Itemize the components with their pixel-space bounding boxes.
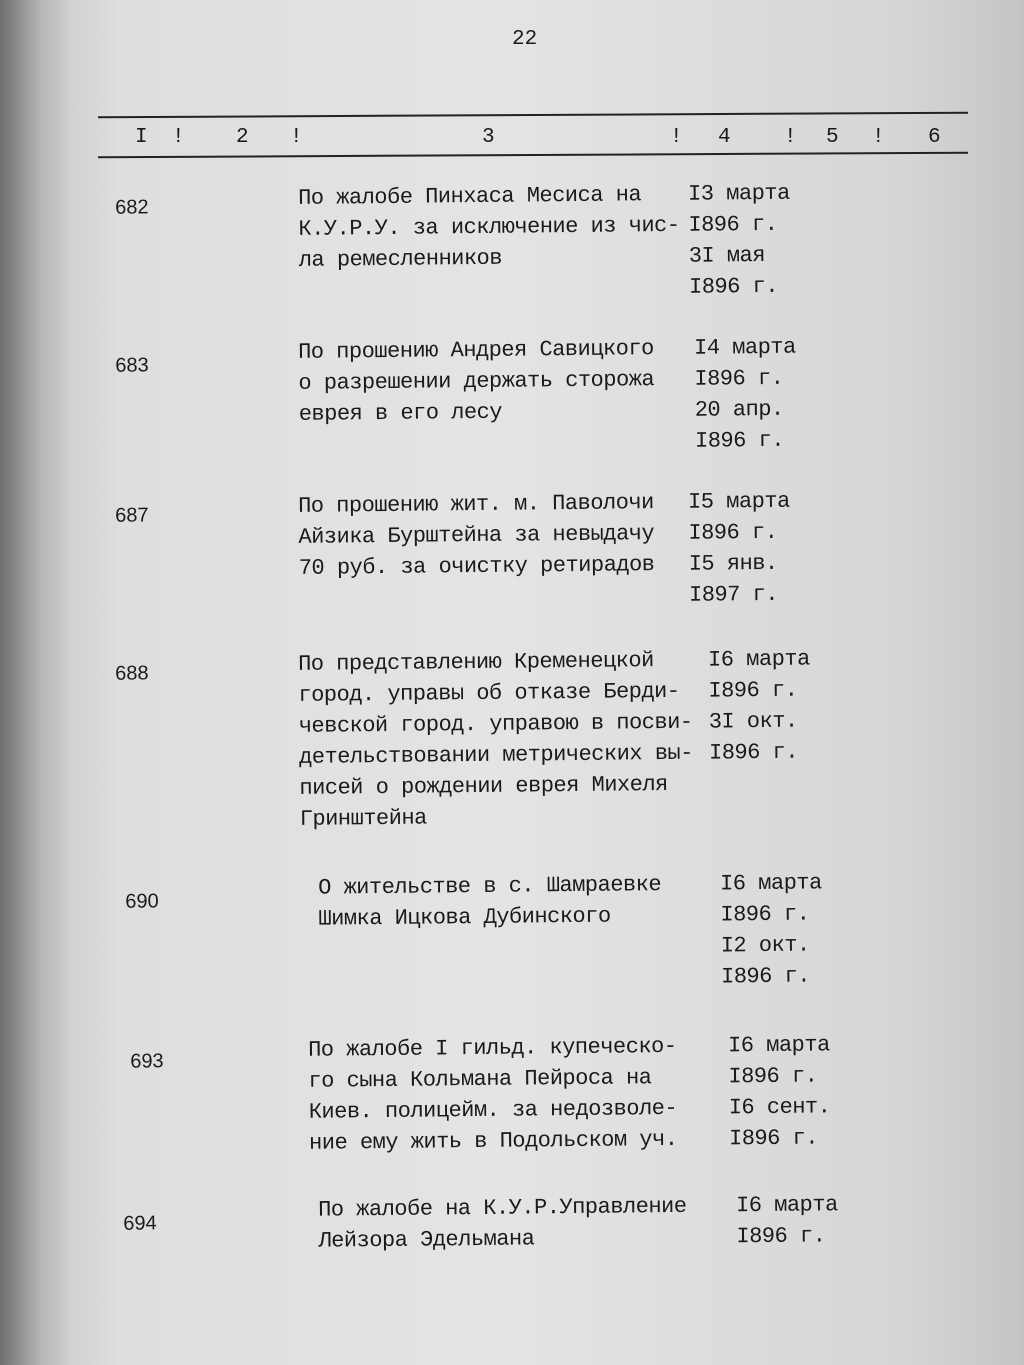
entry-number: 690 [125,890,159,913]
list-item [0,641,1024,832]
column-separator: ! [172,126,185,149]
entry-dates [736,1189,838,1252]
description-line: Лейзора Эдельмана [318,1226,535,1254]
column-header-3: 3 [482,126,495,149]
column-header-6: 6 [928,126,941,149]
column-header-2: 2 [236,126,249,149]
date-line: I896 г. [728,1125,819,1152]
date-line: I896 г. [688,519,778,546]
date-line: I6 сент. [728,1094,831,1121]
entry-dates [720,867,823,992]
entry-description [308,1031,678,1159]
list-item [0,175,1024,300]
date-line: I896 г. [694,427,785,454]
column-separator: ! [290,126,303,149]
description-line: Киев. полицейм. за недозволе- [308,1095,678,1125]
date-line: 3I мая [688,242,766,269]
column-header-5: 5 [826,126,839,149]
date-line: I6 марта [735,1192,838,1219]
entry-description [318,869,662,935]
description-line: По жалобе Пинхаса Месиса на [298,182,642,211]
column-header-1: I [135,126,148,149]
entry-dates [694,332,797,457]
date-line: I896 г. [694,365,784,392]
header-bottom-rule [98,152,968,159]
date-line: I896 г. [736,1223,826,1250]
date-line: I896 г. [720,963,811,990]
date-line: I896 г. [728,1063,818,1090]
description-line: По жалобе I гильд. купеческо- [308,1033,677,1063]
page-number: 22 [512,28,538,51]
list-item [0,483,1024,608]
description-line: По прошению жит. м. Паволочи [298,490,654,519]
date-line: I896 г. [720,901,810,928]
description-line: О жительстве в с. Шамраевке [318,872,662,901]
list-item [0,329,1024,454]
entry-dates [688,486,791,611]
date-line: 20 апр. [694,396,784,423]
date-line: I6 марта [719,870,822,897]
date-line: I4 марта [693,334,796,361]
date-line: I896 г. [708,677,798,704]
date-line: I896 г. [688,211,778,238]
description-line: По жалобе на К.У.Р.Управление [318,1193,687,1223]
entry-number: 693 [130,1050,164,1073]
description-line: Гринштейна [299,805,427,832]
description-line: детельствовании метрических вы- [298,740,694,770]
description-line: еврея в его лесу [298,399,503,427]
page-binding-shadow [0,0,70,1365]
entry-description [298,179,680,276]
entry-number: 682 [115,196,149,219]
description-line: Шимка Ицкова Дубинского [318,903,611,932]
entry-description [298,487,655,584]
description-line: ние ему жить в Подольском уч. [308,1126,678,1156]
date-line: I5 марта [687,488,790,515]
entry-description [318,1191,687,1257]
date-line: I897 г. [688,581,779,608]
description-line: о разрешении держать сторожа [298,367,655,396]
description-line: По прошению Андрея Савицкого [298,336,654,365]
entry-number: 687 [115,504,149,527]
description-line: К.У.Р.У. за исключение из чис- [298,212,680,242]
date-line: I2 окт. [720,932,810,959]
description-line: писей о рождении еврея Михеля [299,772,668,801]
date-line: I6 марта [707,646,810,673]
description-line: 70 руб. за очистку ретирадов [298,552,655,581]
entry-description [298,333,655,430]
list-item [0,865,1024,990]
date-line: I896 г. [708,739,799,766]
column-separator: ! [670,126,683,149]
entry-dates [708,644,811,769]
description-line: город. управы об отказе Берди- [298,678,680,708]
column-separator: ! [784,126,797,149]
date-line: I3 марта [687,180,790,207]
column-separator: ! [872,126,885,149]
date-line: I6 марта [727,1032,830,1059]
entry-number: 694 [123,1212,157,1235]
entry-description [298,645,694,835]
list-item [0,1187,1024,1254]
description-line: По представлению Кременецкой [298,648,654,677]
description-line: го сына Кольмана Пейроса на [308,1065,652,1094]
entry-number: 688 [115,662,149,685]
entry-dates [728,1029,831,1154]
description-line: ла ремесленников [298,245,503,273]
entry-dates [688,178,791,303]
list-item [0,1027,1024,1156]
entry-number: 683 [115,354,149,377]
column-header-4: 4 [718,126,731,149]
date-line: I5 янв. [688,550,778,577]
header-top-rule [98,112,968,119]
date-line: 3I окт. [708,708,798,735]
date-line: I896 г. [688,273,779,300]
description-line: чевской город. управою в посви- [298,709,693,739]
description-line: Айзика Бурштейна за невыдачу [298,521,655,550]
